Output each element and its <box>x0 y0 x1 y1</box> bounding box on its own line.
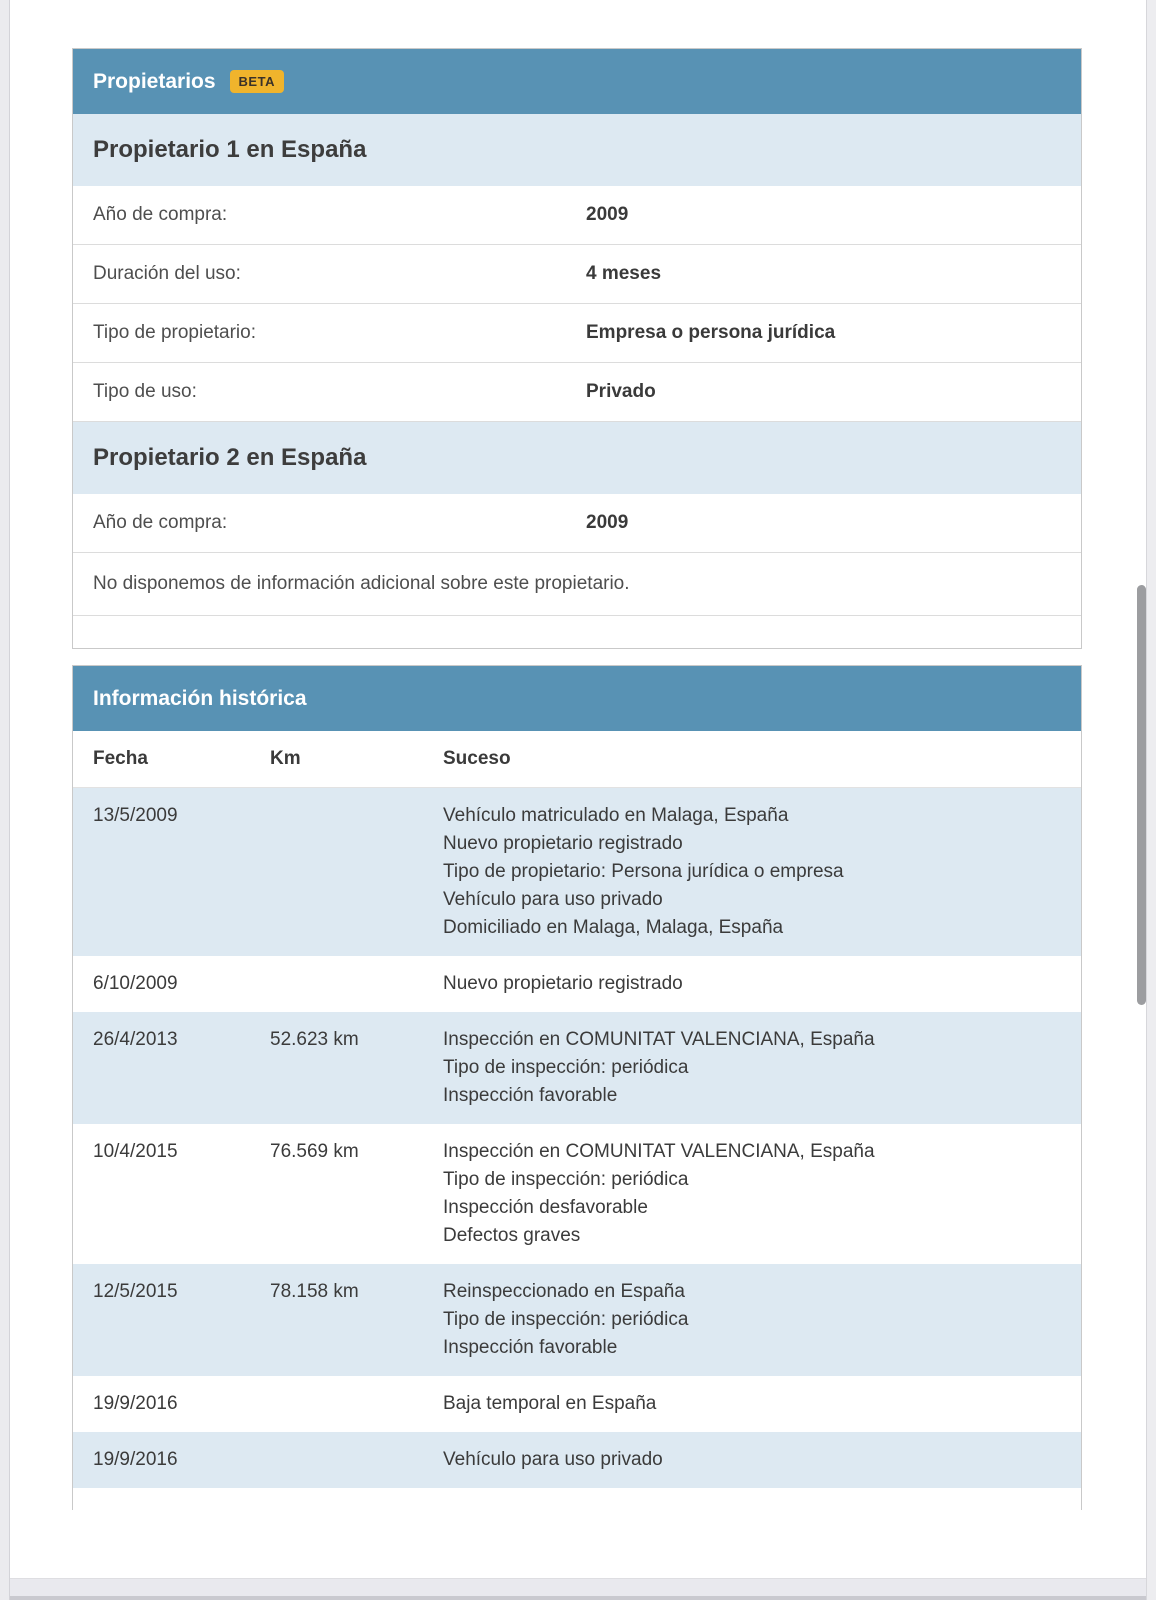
history-card-cutoff-area <box>73 1488 1081 1510</box>
cell-fecha: 26/4/2013 <box>93 1029 178 1050</box>
row-value: 2009 <box>586 512 629 533</box>
suceso-line: Inspección en COMUNITAT VALENCIANA, España <box>443 1029 875 1050</box>
owners-card <box>72 48 1082 649</box>
owner-1-usage-duration-row <box>73 245 1081 304</box>
column-header-km: Km <box>270 748 301 769</box>
suceso-line: Defectos graves <box>443 1225 581 1246</box>
cell-suceso <box>443 1138 1061 1250</box>
history-row <box>73 1432 1081 1488</box>
column-header-suceso: Suceso <box>443 748 511 769</box>
suceso-line: Vehículo para uso privado <box>443 889 663 910</box>
cell-suceso <box>443 802 1061 942</box>
history-card-header <box>73 666 1081 731</box>
history-card <box>72 665 1082 1510</box>
cell-km: 76.569 km <box>270 1141 359 1162</box>
history-row <box>73 788 1081 956</box>
history-row <box>73 1264 1081 1376</box>
vertical-scrollbar-thumb[interactable] <box>1137 585 1146 1005</box>
row-label: Año de compra: <box>93 204 228 225</box>
suceso-line: Baja temporal en España <box>443 1393 657 1414</box>
owners-card-bottom-padding <box>73 616 1081 648</box>
owners-card-title: Propietarios <box>93 69 216 93</box>
history-card-title: Información histórica <box>93 686 307 710</box>
owner-2-heading: Propietario 2 en España <box>73 422 1081 494</box>
owners-card-header <box>73 49 1081 114</box>
suceso-line: Tipo de inspección: periódica <box>443 1169 689 1190</box>
suceso-line: Nuevo propietario registrado <box>443 973 683 994</box>
bottom-window-edge <box>0 1596 1156 1600</box>
owner-2-no-info-note: No disponemos de información adicional sobre este propietario. <box>73 553 1081 616</box>
row-label: Duración del uso: <box>93 263 241 284</box>
history-row <box>73 956 1081 1012</box>
history-table-header <box>73 731 1081 788</box>
suceso-line: Tipo de inspección: periódica <box>443 1057 689 1078</box>
suceso-line: Tipo de propietario: Persona jurídica o empresa <box>443 861 844 882</box>
row-label: Tipo de uso: <box>93 381 197 402</box>
suceso-line: Reinspeccionado en España <box>443 1281 685 1302</box>
bottom-gutter <box>0 1578 1156 1596</box>
suceso-line: Inspección en COMUNITAT VALENCIANA, España <box>443 1141 875 1162</box>
owner-1-heading: Propietario 1 en España <box>73 114 1081 186</box>
column-header-fecha: Fecha <box>93 748 148 769</box>
cell-suceso <box>443 970 1061 998</box>
row-label: Tipo de propietario: <box>93 322 257 343</box>
suceso-line: Inspección desfavorable <box>443 1197 648 1218</box>
cell-fecha: 19/9/2016 <box>93 1449 178 1470</box>
cell-km: 52.623 km <box>270 1029 359 1050</box>
suceso-line: Vehículo para uso privado <box>443 1449 663 1470</box>
right-gutter <box>1146 0 1156 1600</box>
row-value: 4 meses <box>586 263 662 284</box>
history-row <box>73 1376 1081 1432</box>
cell-fecha: 13/5/2009 <box>93 805 178 826</box>
cell-km: 78.158 km <box>270 1281 359 1302</box>
suceso-line: Vehículo matriculado en Malaga, España <box>443 805 789 826</box>
cell-fecha: 12/5/2015 <box>93 1281 178 1302</box>
suceso-line: Nuevo propietario registrado <box>443 833 683 854</box>
history-row <box>73 1124 1081 1264</box>
beta-badge: BETA <box>230 70 284 93</box>
owner-1-owner-type-row <box>73 304 1081 363</box>
cell-suceso <box>443 1278 1061 1362</box>
cell-suceso <box>443 1026 1061 1110</box>
left-gutter <box>0 0 10 1600</box>
row-value: Privado <box>586 381 656 402</box>
cell-suceso <box>443 1446 1061 1474</box>
owner-1-purchase-year-row <box>73 186 1081 245</box>
cell-fecha: 10/4/2015 <box>93 1141 178 1162</box>
row-value: Empresa o persona jurídica <box>586 322 836 343</box>
row-value: 2009 <box>586 204 629 225</box>
owner-2-purchase-year-row <box>73 494 1081 553</box>
cell-fecha: 19/9/2016 <box>93 1393 178 1414</box>
history-row <box>73 1012 1081 1124</box>
cell-fecha: 6/10/2009 <box>93 973 178 994</box>
suceso-line: Inspección favorable <box>443 1337 618 1358</box>
row-label: Año de compra: <box>93 512 228 533</box>
owner-1-usage-type-row <box>73 363 1081 422</box>
suceso-line: Inspección favorable <box>443 1085 618 1106</box>
suceso-line: Tipo de inspección: periódica <box>443 1309 689 1330</box>
cell-suceso <box>443 1390 1061 1418</box>
suceso-line: Domiciliado en Malaga, Malaga, España <box>443 917 784 938</box>
